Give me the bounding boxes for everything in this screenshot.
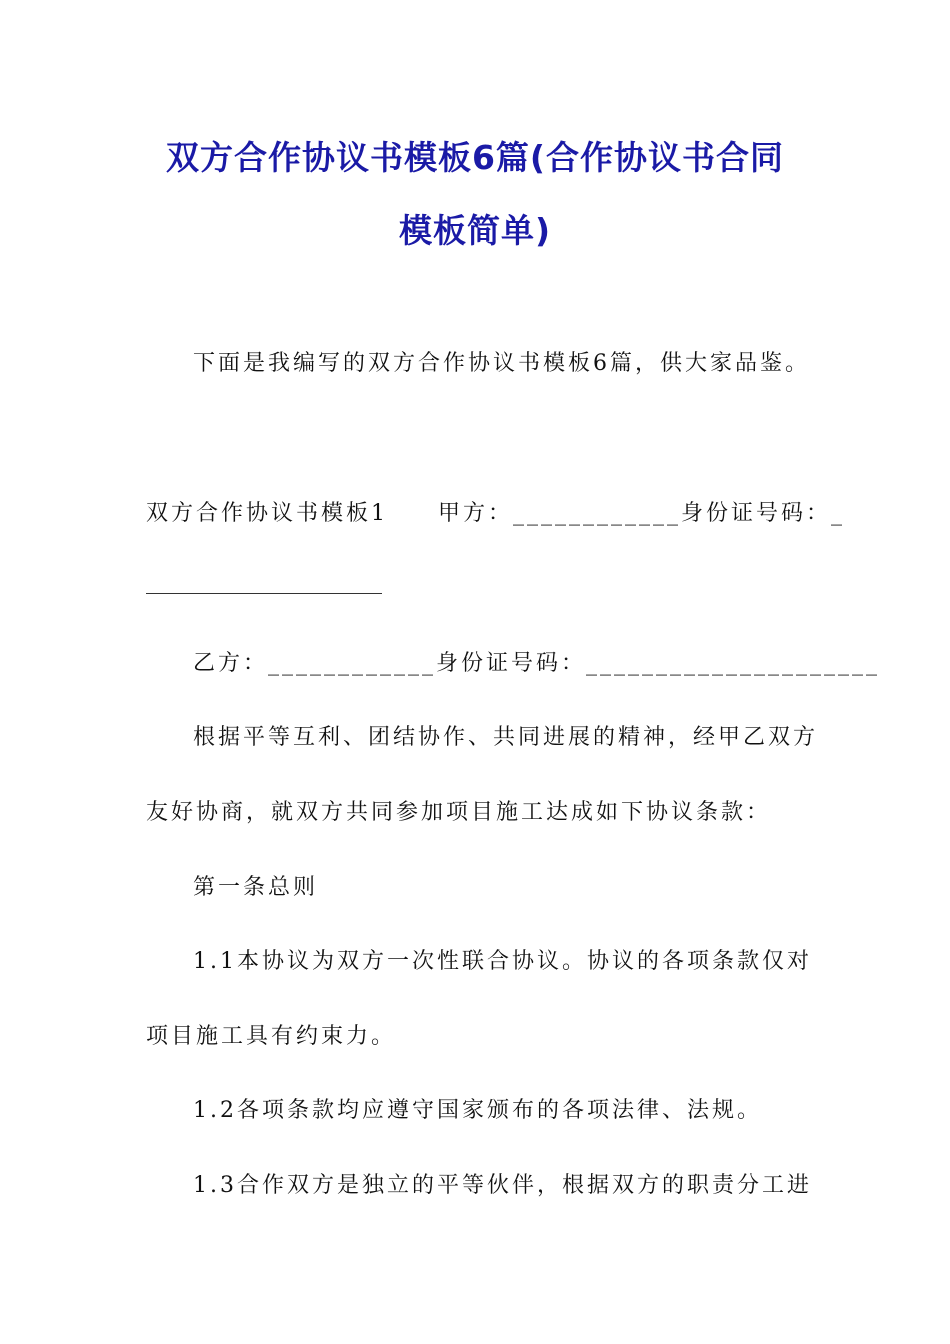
intro-paragraph: 下面是我编写的双方合作协议书模板6篇，供大家品鉴。 — [193, 351, 810, 376]
article-1-heading: 第一条总则 — [193, 875, 319, 900]
paragraph-1-line-1: 根据平等互利、团结协作、共同进展的精神，经甲乙双方 — [193, 725, 819, 750]
document-title-line-1: 双方合作协议书模板6篇(合作协议书合同 — [165, 138, 785, 177]
clause-1-1-line-1: 1.1本协议为双方一次性联合协议。协议的各项条款仅对 — [193, 949, 812, 974]
clause-1-2: 1.2各项条款均应遵守国家颁布的各项法律、法规。 — [193, 1098, 762, 1123]
party-a-line: 双方合作协议书模板1 甲方：____________身份证号码：_ — [146, 501, 845, 526]
paragraph-1-line-2: 友好协商，就双方共同参加项目施工达成如下协议条款： — [146, 800, 772, 825]
clause-1-3-line-1: 1.3合作双方是独立的平等伙伴，根据双方的职责分工进 — [193, 1173, 812, 1198]
clause-1-1-line-2: 项目施工具有约束力。 — [146, 1024, 397, 1049]
id-number-underline — [146, 593, 382, 594]
document-title-line-2: 模板简单) — [398, 211, 552, 250]
party-b-line: 乙方：____________身份证号码：_____________________ — [193, 651, 881, 676]
